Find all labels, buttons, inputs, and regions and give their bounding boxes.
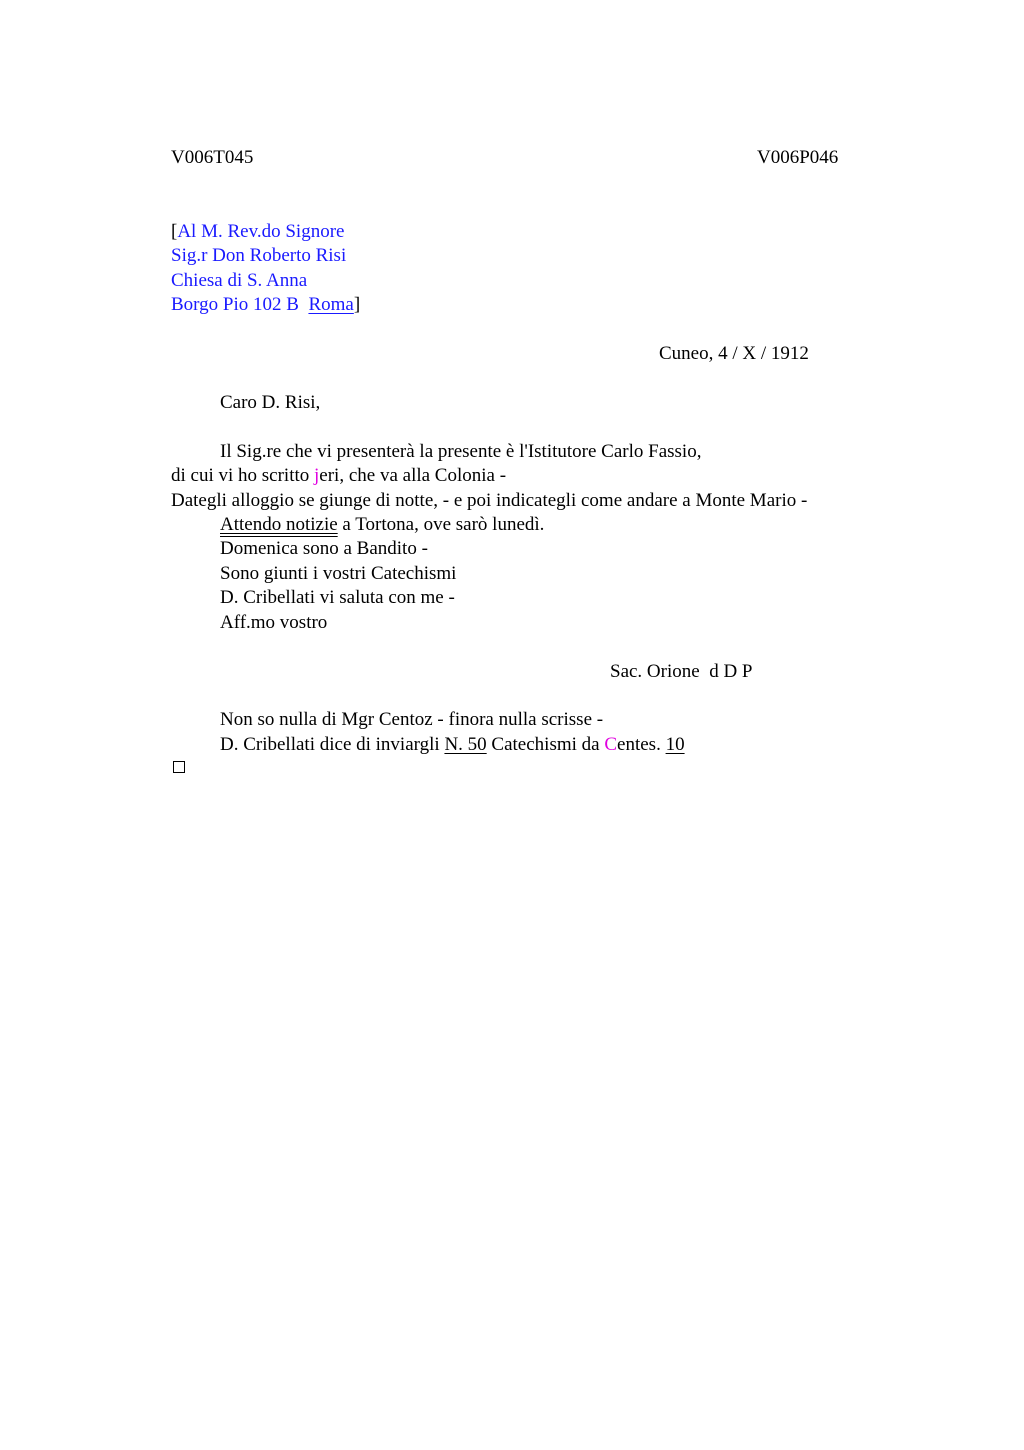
address-recipient-title: Al M. Rev.do Signore xyxy=(177,221,345,242)
place-date: Cuneo, 4 / X / 1912 xyxy=(659,343,809,364)
underlined-10: 10 xyxy=(665,734,685,755)
postscript-line-2-mid: Catechismi da xyxy=(486,734,605,755)
address-recipient-name: Sig.r Don Roberto Risi xyxy=(171,245,347,266)
postscript-line-2 xyxy=(220,733,685,757)
body-line-catechismi: Sono giunti i vostri Catechismi xyxy=(220,563,457,584)
highlighted-letter-j: j xyxy=(314,465,320,486)
address-church: Chiesa di S. Anna xyxy=(171,270,308,291)
closing: Aff.mo vostro xyxy=(220,612,328,633)
document-code-left: V006T045 xyxy=(171,147,254,168)
body-line-2 xyxy=(171,464,506,488)
salutation: Caro D. Risi, xyxy=(220,392,321,413)
underlined-attendo-notizie: Attendo notizie xyxy=(220,514,338,535)
postscript-line-1: Non so nulla di Mgr Centoz - finora nulla scrisse - xyxy=(220,709,604,730)
address-line-1 xyxy=(171,220,344,244)
address-city: Roma xyxy=(308,294,354,315)
end-of-document-box-icon xyxy=(173,761,185,773)
postscript-line-2-start: D. Cribellati dice di inviargli xyxy=(220,734,445,755)
body-line-cribellati: D. Cribellati vi saluta con me - xyxy=(220,587,455,608)
address-open-bracket: [ xyxy=(171,221,178,242)
address-line-4 xyxy=(171,293,360,317)
body-line-3: Dategli alloggio se giunge di notte, - e poi indicategli come andare a Monte Mario - xyxy=(171,490,808,511)
body-line-2-end: eri, che va alla Colonia - xyxy=(319,465,507,486)
body-line-1: Il Sig.re che vi presenterà la presente è l'Istitutore Carlo Fassio, xyxy=(220,441,702,462)
underlined-n50: N. 50 xyxy=(444,734,487,755)
body-line-4-rest: a Tortona, ove sarò lunedì. xyxy=(337,514,545,535)
signature: Sac. Orione d D P xyxy=(610,661,753,682)
address-street: Borgo Pio 102 B xyxy=(171,294,309,315)
postscript-line-2-centes: entes. xyxy=(617,734,666,755)
address-close-bracket: ] xyxy=(353,294,361,315)
body-line-domenica: Domenica sono a Bandito - xyxy=(220,538,428,559)
body-line-2-start: di cui vi ho scritto xyxy=(171,465,315,486)
highlighted-letter-c: C xyxy=(604,734,618,755)
body-line-4 xyxy=(220,513,544,537)
document-code-right: V006P046 xyxy=(757,147,839,168)
